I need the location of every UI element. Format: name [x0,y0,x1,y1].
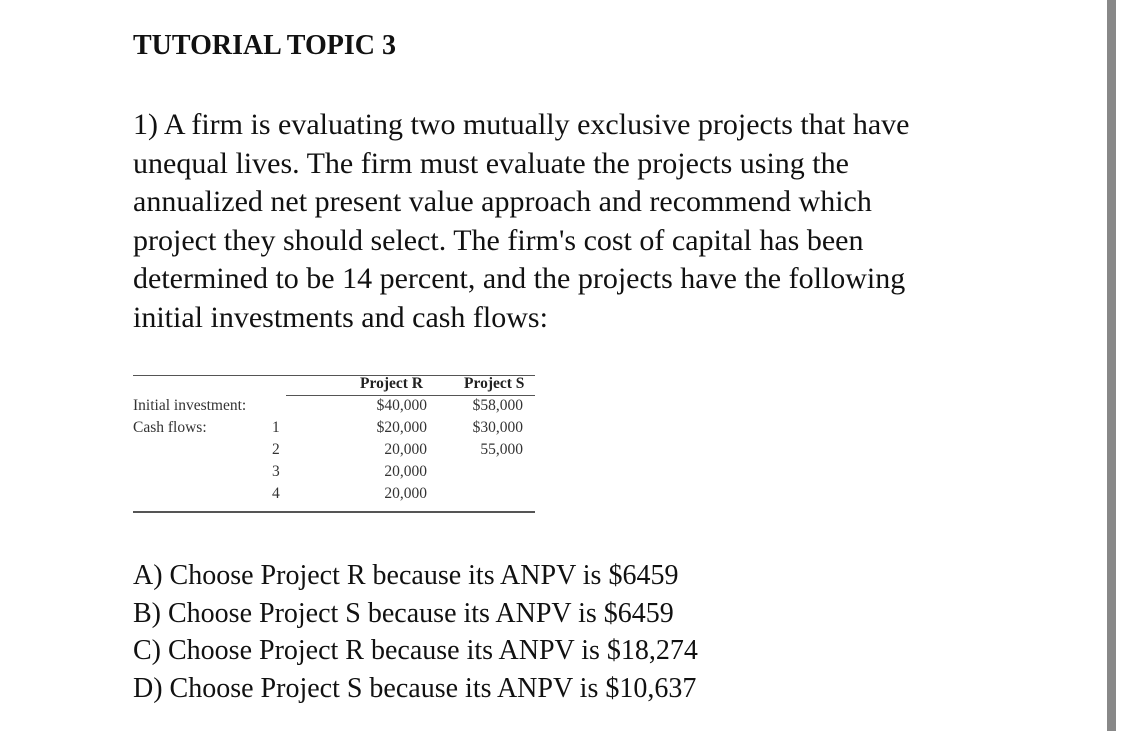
question-line: unequal lives. The firm must evaluate the projects using the [133,146,849,180]
question-line: initial investments and cash flows: [133,300,548,334]
option-a: A) Choose Project R because its ANPV is $6459 [133,560,679,591]
page-title: TUTORIAL TOPIC 3 [133,30,396,61]
scrollbar[interactable] [1107,0,1116,731]
year-label: 4 [272,485,280,502]
cash-flow-table [133,373,535,513]
option-d: D) Choose Project S because its ANPV is $10,637 [133,672,697,704]
cell-s-initial: $58,000 [472,397,523,414]
question-line: determined to be 14 percent, and the projects have the following [133,262,906,295]
cell-r-cash: 20,000 [384,463,427,480]
cell-s-cash: 55,000 [480,441,523,458]
question-line: 1) A firm is evaluating two mutually exclusive projects that have [133,108,910,141]
question-text [133,106,1033,337]
cell-s-cash: $30,000 [472,419,523,436]
cash-flows-label: Cash flows: [133,419,207,436]
year-label: 1 [272,419,280,436]
table-bottom-rule [133,511,535,513]
year-label: 2 [272,441,280,458]
option-b: B) Choose Project S because its ANPV is $6459 [133,597,674,629]
question-line: annualized net present value approach and recommend which [133,185,872,218]
year-label: 3 [272,463,280,480]
header-project-r: Project R [360,375,423,392]
answer-options [133,557,698,707]
question-line: project they should select. The firm's cost of capital has been [133,223,864,257]
cell-r-cash: 20,000 [384,441,427,458]
header-project-s: Project S [464,375,525,392]
cell-r-cash: 20,000 [384,485,427,502]
cell-r-cash: $20,000 [376,419,427,436]
cell-r-initial: $40,000 [376,397,427,414]
option-c: C) Choose Project R because its ANPV is $18,274 [133,635,698,666]
initial-investment-label: Initial investment: [133,397,247,414]
table-header-rule [286,395,535,396]
